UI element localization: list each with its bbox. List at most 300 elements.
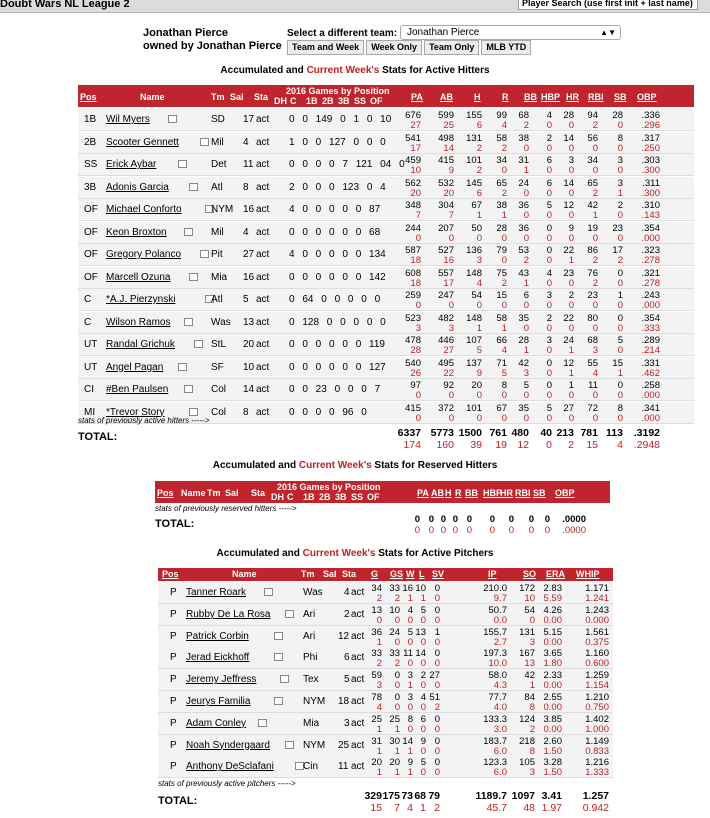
salary-cell: 8 <box>243 181 249 193</box>
status-cell: act <box>256 114 270 125</box>
player-name-link[interactable]: Scooter Gennett <box>106 136 179 148</box>
player-note-icon[interactable] <box>285 741 294 749</box>
stat-cell: 68 <box>518 110 529 121</box>
stat-cell: 12 <box>563 357 574 369</box>
col-header-c[interactable]: C <box>290 96 297 106</box>
player-note-icon[interactable] <box>258 719 267 727</box>
pos-cell: CI <box>84 384 94 395</box>
col-header-of[interactable]: OF <box>370 96 383 106</box>
week-stat-cell: 0 <box>592 322 598 334</box>
total-week-stat: .2948 <box>633 439 660 451</box>
week-stat-cell: .000 <box>641 412 660 424</box>
col-header-dh[interactable]: DH <box>274 96 287 106</box>
table-row <box>158 669 613 691</box>
player-note-icon[interactable] <box>194 340 203 348</box>
p-col-header-sta[interactable]: Sta <box>342 569 357 579</box>
player-note-icon[interactable] <box>274 697 283 705</box>
stat-cell: 1.160 <box>585 648 609 660</box>
table-row <box>78 109 694 131</box>
week-stat-cell: 7 <box>415 210 421 221</box>
status-cell: act <box>256 181 270 193</box>
total-stat: 0 <box>528 514 534 525</box>
week-stat-cell: 2 <box>394 658 400 670</box>
player-name-link[interactable]: Marcell Ozuna <box>106 271 171 283</box>
week-stat-cell: 0 <box>407 723 413 735</box>
week-stat-cell: 0.750 <box>585 702 609 713</box>
player-note-icon[interactable] <box>264 588 273 596</box>
reserved-hitters-title <box>0 460 710 471</box>
stat-cell: 0 <box>617 380 623 391</box>
salary-cell: 14 <box>243 384 255 395</box>
pitcher-name-link[interactable]: Tanner Roark <box>186 587 247 598</box>
stat-cell: 11 <box>403 648 413 660</box>
player-note-icon[interactable] <box>274 653 283 661</box>
stat-cell: 207 <box>438 222 454 234</box>
stat-cell: 557 <box>438 267 454 279</box>
res-col-header-sal[interactable]: Sal <box>225 488 239 498</box>
table-row <box>78 379 694 401</box>
player-note-icon[interactable] <box>189 408 198 416</box>
stat-cell: .331 <box>641 357 660 369</box>
res-col-header-1b[interactable]: 1B <box>303 492 315 502</box>
team-cell: Mil <box>211 226 224 238</box>
table-row <box>78 312 694 334</box>
stat-cell: 2.33 <box>543 670 562 682</box>
week-stat-cell: 2 <box>523 255 529 266</box>
week-stat-cell: 2 <box>592 277 598 289</box>
stat-cell: .317 <box>641 132 660 144</box>
week-stat-cell: 0 <box>501 412 507 424</box>
res-col-header-ab[interactable]: AB <box>431 488 444 498</box>
week-stat-cell: 0 <box>617 277 623 289</box>
p-col-header-w[interactable]: W <box>406 569 415 579</box>
salary-cell: 4 <box>243 226 249 238</box>
stat-cell: 304 <box>438 200 454 211</box>
pitcher-name-link[interactable]: Noah Syndergaard <box>186 739 270 751</box>
stat-cell: 19 <box>587 222 598 234</box>
res-col-header-h[interactable]: H <box>445 488 452 498</box>
p-col-header-tm[interactable]: Tm <box>301 569 315 579</box>
player-note-icon[interactable] <box>168 115 177 123</box>
col-header-3b[interactable]: 3B <box>338 96 350 106</box>
active-hitters-title <box>0 65 710 76</box>
week-stat-cell: 1.154 <box>585 680 609 692</box>
stat-cell: 3 <box>407 692 413 703</box>
stat-cell: 1.561 <box>585 626 609 638</box>
player-note-icon[interactable] <box>280 675 289 683</box>
col-header-hr[interactable]: HR <box>566 92 579 102</box>
total-week-stat: 1 <box>420 802 426 814</box>
week-stat-cell: 0 <box>546 232 552 244</box>
stat-cell: .303 <box>641 155 660 166</box>
player-name-link[interactable]: Angel Pagan <box>106 361 164 373</box>
stat-cell: 0 <box>546 357 552 369</box>
player-name-link[interactable]: *A.J. Pierzynski <box>106 294 176 305</box>
total-week-stat: 19 <box>495 439 507 451</box>
table-row <box>78 244 694 266</box>
stat-cell: 0 <box>617 267 623 279</box>
res-col-header-ss[interactable]: SS <box>351 492 364 502</box>
stat-cell: 3 <box>407 670 413 682</box>
player-search-input[interactable]: Player Search (use first init + last name) <box>518 0 698 10</box>
stat-cell: 36 <box>518 222 529 234</box>
res-col-header-dh[interactable]: DH <box>271 492 284 502</box>
stat-cell: 51 <box>429 692 440 703</box>
week-stat-cell: 0 <box>394 614 400 626</box>
chevron-updown-icon: ▲▼ <box>600 28 616 37</box>
total-stat: 73 <box>401 790 413 802</box>
p-col-header-sal[interactable]: Sal <box>323 569 337 579</box>
res-col-header-name[interactable]: Name <box>181 488 206 498</box>
total-label: TOTAL: <box>78 431 118 443</box>
pitcher-name-link[interactable]: Jeurys Familia <box>186 696 251 707</box>
total-stat: 1097 <box>511 790 535 802</box>
col-header-rbi[interactable]: RBI <box>588 92 604 102</box>
player-name-link[interactable]: Adonis Garcia <box>106 181 169 193</box>
pos-cell: P <box>170 739 177 751</box>
p-col-header-gs[interactable]: GS <box>390 569 404 579</box>
res-col-header-c[interactable]: C <box>287 492 294 502</box>
total-stat: 213 <box>556 427 574 439</box>
salary-cell: 5 <box>344 674 350 686</box>
stat-cell: 27 <box>563 402 574 414</box>
pitcher-name-link[interactable]: Jeremy Jeffress <box>186 674 257 686</box>
total-week-stat: 0 <box>466 525 472 536</box>
stat-cell: 415 <box>405 402 421 414</box>
player-name-link[interactable]: Randal Grichuk <box>106 339 175 350</box>
res-col-header-pa[interactable]: PA <box>417 488 429 498</box>
stat-cell: 0 <box>546 245 552 256</box>
stat-cell: 218 <box>519 735 535 747</box>
team-select[interactable] <box>400 25 621 40</box>
col-header-1b[interactable]: 1B <box>306 96 318 106</box>
stat-cell: .323 <box>641 245 660 256</box>
col-header-bb[interactable]: BB <box>524 92 537 102</box>
week-stat-cell: 0 <box>592 232 598 244</box>
week-stat-cell: 1.241 <box>585 593 609 604</box>
total-stat: 0 <box>489 514 495 525</box>
stat-cell: 3.65 <box>543 648 562 660</box>
res-col-header-3b[interactable]: 3B <box>335 492 347 502</box>
player-note-icon[interactable] <box>184 228 193 236</box>
week-stat-cell: 0 <box>523 210 529 221</box>
title-part: Accumulated and <box>216 548 303 559</box>
stat-cell: 1.402 <box>585 713 609 725</box>
stat-cell: 22 <box>563 312 574 324</box>
week-stat-cell: 0 <box>523 142 529 154</box>
res-col-header-obp[interactable]: OBP <box>555 488 575 498</box>
stat-cell: 0 <box>394 692 400 703</box>
stat-cell: 8 <box>501 380 507 391</box>
total-stat: 5773 <box>430 427 454 439</box>
week-stat-cell: 1 <box>501 210 507 221</box>
p-col-header-l[interactable]: L <box>419 569 425 579</box>
player-note-icon[interactable] <box>184 318 193 326</box>
week-stat-cell: 13 <box>524 658 535 670</box>
p-col-header-pos[interactable]: Pos <box>162 569 179 579</box>
stat-cell: 86 <box>587 245 598 256</box>
player-name-link[interactable]: *Trevor Story <box>106 406 165 418</box>
week-stat-cell: 16 <box>443 255 454 266</box>
player-note-icon[interactable] <box>285 610 294 618</box>
week-stat-cell: .143 <box>641 210 660 221</box>
player-name-link[interactable]: Gregory Polanco <box>106 249 182 260</box>
stat-cell: 14 <box>563 132 574 144</box>
pitcher-name-link[interactable]: Anthony DeSclafani <box>186 761 274 773</box>
p-col-header-era[interactable]: ERA <box>546 569 566 579</box>
stat-cell: 92 <box>443 380 454 391</box>
team-cell: StL <box>211 339 227 350</box>
pitcher-name-link[interactable]: Rubby De La Rosa <box>186 608 271 620</box>
table-row <box>158 647 613 669</box>
status-cell: act <box>256 294 270 305</box>
week-stat-cell: 0 <box>546 277 552 289</box>
week-stat-cell: 1 <box>617 187 623 199</box>
pitcher-name-link[interactable]: Jerad Eickhoff <box>186 652 250 664</box>
player-note-icon[interactable] <box>189 183 198 191</box>
salary-cell: 3 <box>344 717 350 729</box>
week-stat-cell: 2 <box>529 723 535 735</box>
pos-cell: SS <box>84 159 98 170</box>
title-part-red: Current Week's <box>302 548 376 559</box>
res-col-header-tm[interactable]: Tm <box>207 488 221 498</box>
salary-cell: 11 <box>338 761 349 773</box>
week-only-button[interactable]: Week Only <box>366 40 422 55</box>
week-stat-cell: 2 <box>592 187 598 199</box>
week-stat-cell: .250 <box>641 142 660 154</box>
week-stat-cell: 0 <box>546 187 552 199</box>
stat-cell: 5.15 <box>543 626 562 638</box>
pos-cell: UT <box>84 361 98 373</box>
p-col-header-sv[interactable]: SV <box>432 569 445 579</box>
res-col-header-of[interactable]: OF <box>367 492 380 502</box>
stat-cell: 20 <box>371 757 382 769</box>
week-stat-cell: 1.000 <box>585 723 609 735</box>
stat-cell: 31 <box>371 735 382 747</box>
total-stat: 0 <box>508 514 514 525</box>
p-col-header-so[interactable]: SO <box>523 569 537 579</box>
col-header-obp[interactable]: OBP <box>637 92 657 102</box>
player-note-icon[interactable] <box>178 160 187 168</box>
p-col-header-ip[interactable]: IP <box>488 569 497 579</box>
stat-cell: 71 <box>496 357 507 369</box>
stat-cell: 20 <box>471 380 482 391</box>
team-cell: Ari <box>303 630 316 642</box>
stat-cell: 1.210 <box>585 692 609 703</box>
stat-cell: 24 <box>563 335 574 346</box>
stat-cell: .258 <box>641 380 660 391</box>
week-stat-cell: 0 <box>476 390 482 401</box>
week-stat-cell: 0 <box>434 680 440 692</box>
team-and-week-button[interactable]: Team and Week <box>287 40 364 55</box>
stat-cell: 3 <box>546 335 552 346</box>
pos-cell: P <box>170 608 177 620</box>
team-cell: NYM <box>303 739 326 751</box>
stat-cell: 148 <box>466 312 482 324</box>
stat-cell: 84 <box>524 692 535 703</box>
col-header-sta[interactable]: Sta <box>254 92 269 102</box>
stat-cell: 31 <box>518 155 529 166</box>
col-header-r[interactable]: R <box>502 92 509 102</box>
stat-cell: 35 <box>518 402 529 414</box>
games-by-position-cell: 0 64 0 0 0 0 0 <box>289 294 381 305</box>
status-cell: act <box>256 271 270 283</box>
week-stat-cell: 0 <box>407 658 413 670</box>
stat-cell: 1 <box>434 626 440 638</box>
p-col-header-whip[interactable]: WHIP <box>576 569 600 579</box>
week-stat-cell: 0 <box>448 390 454 401</box>
week-stat-cell: 1.50 <box>543 767 562 779</box>
total-stat: 1189.7 <box>475 790 507 802</box>
col-header-ab[interactable]: AB <box>440 92 453 102</box>
stat-cell: 20 <box>389 757 400 769</box>
col-header-tm[interactable]: Tm <box>211 92 225 102</box>
pos-cell: P <box>170 696 177 707</box>
total-week-stat: 12 <box>517 439 529 451</box>
week-stat-cell: 0 <box>546 300 552 311</box>
player-name-link[interactable]: Michael Conforto <box>106 204 182 215</box>
week-stat-cell: .462 <box>641 367 660 379</box>
player-note-icon[interactable] <box>274 632 283 640</box>
col-header-2b[interactable]: 2B <box>322 96 334 106</box>
week-stat-cell: 17 <box>410 142 421 154</box>
total-stat: 6337 <box>397 427 421 439</box>
week-stat-cell: 0 <box>568 412 574 424</box>
player-name-link[interactable]: Keon Broxton <box>106 226 167 238</box>
status-cell: act <box>256 136 270 148</box>
player-note-icon[interactable] <box>184 385 193 393</box>
week-stat-cell: 10.0 <box>488 658 507 670</box>
col-header-ss[interactable]: SS <box>354 96 367 106</box>
week-stat-cell: 0 <box>617 142 623 154</box>
week-stat-cell: 0 <box>617 232 623 244</box>
player-note-icon[interactable] <box>189 273 198 281</box>
res-col-header-2b[interactable]: 2B <box>319 492 331 502</box>
col-header-sal[interactable]: Sal <box>230 92 244 102</box>
table-row <box>158 604 613 626</box>
stat-cell: 2 <box>546 132 552 144</box>
stat-cell: 459 <box>405 155 421 166</box>
week-stat-cell: 0 <box>523 232 529 244</box>
mlb-ytd-button[interactable]: MLB YTD <box>481 40 531 55</box>
stat-cell: 50.7 <box>488 604 507 616</box>
res-col-header-bb[interactable]: BB <box>465 488 478 498</box>
week-stat-cell: 2.7 <box>493 636 507 648</box>
player-name-link[interactable]: Wil Myers <box>106 114 150 125</box>
week-stat-cell: 0 <box>434 614 440 626</box>
stat-cell: 495 <box>438 357 454 369</box>
week-stat-cell: 0 <box>592 165 598 176</box>
res-col-header-rbi[interactable]: RBI <box>515 488 531 498</box>
p-col-header-name[interactable]: Name <box>232 569 257 579</box>
col-header-name[interactable]: Name <box>140 92 165 102</box>
week-stat-cell: 7 <box>448 210 454 221</box>
status-cell: act <box>256 361 270 373</box>
total-week-stat: 48 <box>523 802 535 814</box>
team-cell: Col <box>211 406 227 418</box>
week-stat-cell: 0.375 <box>585 636 609 648</box>
week-stat-cell: 1 <box>394 723 400 735</box>
res-col-header-sb[interactable]: SB <box>533 488 546 498</box>
pitcher-name-link[interactable]: Patrick Corbin <box>186 630 249 642</box>
week-stat-cell: 0 <box>523 300 529 311</box>
week-stat-cell: 0 <box>568 300 574 311</box>
player-name-link[interactable]: Erick Aybar <box>106 159 157 170</box>
player-note-icon[interactable] <box>200 250 209 258</box>
p-col-header-g[interactable]: G <box>371 569 379 579</box>
view-buttons <box>287 40 531 55</box>
week-stat-cell: 3 <box>592 345 598 356</box>
week-stat-cell: 25 <box>443 120 454 131</box>
stat-cell: .310 <box>641 200 660 211</box>
pos-cell: 3B <box>84 181 97 193</box>
week-stat-cell: 2 <box>501 187 507 199</box>
stat-cell: 76 <box>587 267 598 279</box>
week-stat-cell: 0.000 <box>585 614 609 626</box>
table-row <box>78 289 694 311</box>
week-stat-cell: 0.00 <box>543 680 562 692</box>
week-stat-cell: 0 <box>546 255 552 266</box>
pitcher-name-link[interactable]: Adam Conley <box>186 717 247 729</box>
col-header-sb[interactable]: SB <box>614 92 627 102</box>
total-stat: 0 <box>544 514 550 525</box>
week-stat-cell: 2 <box>376 658 382 670</box>
status-cell: act <box>351 696 365 707</box>
res-col-header-r[interactable]: R <box>455 488 462 498</box>
stat-cell: 94 <box>587 110 598 121</box>
team-only-button[interactable]: Team Only <box>424 40 479 55</box>
week-stat-cell: 0 <box>592 412 598 424</box>
week-stat-cell: 10 <box>410 165 421 176</box>
stat-cell: 33 <box>389 648 400 660</box>
total-week-stat: 174 <box>403 439 421 451</box>
col-header-pa[interactable]: PA <box>411 92 423 102</box>
stat-cell: 172 <box>519 583 535 594</box>
total-label: TOTAL: <box>155 518 195 530</box>
week-stat-cell: 5.59 <box>543 593 562 604</box>
week-stat-cell: 20 <box>410 187 421 199</box>
res-col-header-sta[interactable]: Sta <box>251 488 266 498</box>
week-stat-cell: 3 <box>529 636 535 648</box>
team-cell: Ari <box>303 608 316 620</box>
player-name-link[interactable]: Wilson Ramos <box>106 316 171 328</box>
total-week-stat: 4 <box>407 802 413 814</box>
player-note-icon[interactable] <box>200 138 209 146</box>
team-cell: Mil <box>211 136 224 148</box>
total-week-stat: 0 <box>414 525 420 536</box>
res-col-header-hbp[interactable]: HBP <box>483 488 503 498</box>
total-stat: 1.257 <box>582 790 609 802</box>
player-name-link[interactable]: #Ben Paulsen <box>106 384 169 395</box>
col-header-pos[interactable]: Pos <box>80 92 97 102</box>
col-header-h[interactable]: H <box>474 92 481 102</box>
col-header-hbp[interactable]: HBP <box>541 92 561 102</box>
stat-cell: .354 <box>641 222 660 234</box>
player-note-icon[interactable] <box>178 363 187 371</box>
stat-cell: 446 <box>438 335 454 346</box>
stat-cell: 2 <box>568 290 574 301</box>
res-col-header-pos[interactable]: Pos <box>157 488 174 498</box>
games-by-position-cell: 0 0 149 0 1 0 10 <box>289 114 392 125</box>
week-stat-cell: 6 <box>476 187 482 199</box>
week-stat-cell: 10 <box>524 593 535 604</box>
table-row <box>158 691 613 713</box>
week-stat-cell: 1 <box>476 322 482 334</box>
week-stat-cell: .300 <box>641 187 660 199</box>
res-col-header-hr[interactable]: HR <box>500 488 513 498</box>
total-stat: 0 <box>414 514 420 525</box>
games-by-position-cell: 2 0 0 0 123 0 4 <box>289 181 386 193</box>
